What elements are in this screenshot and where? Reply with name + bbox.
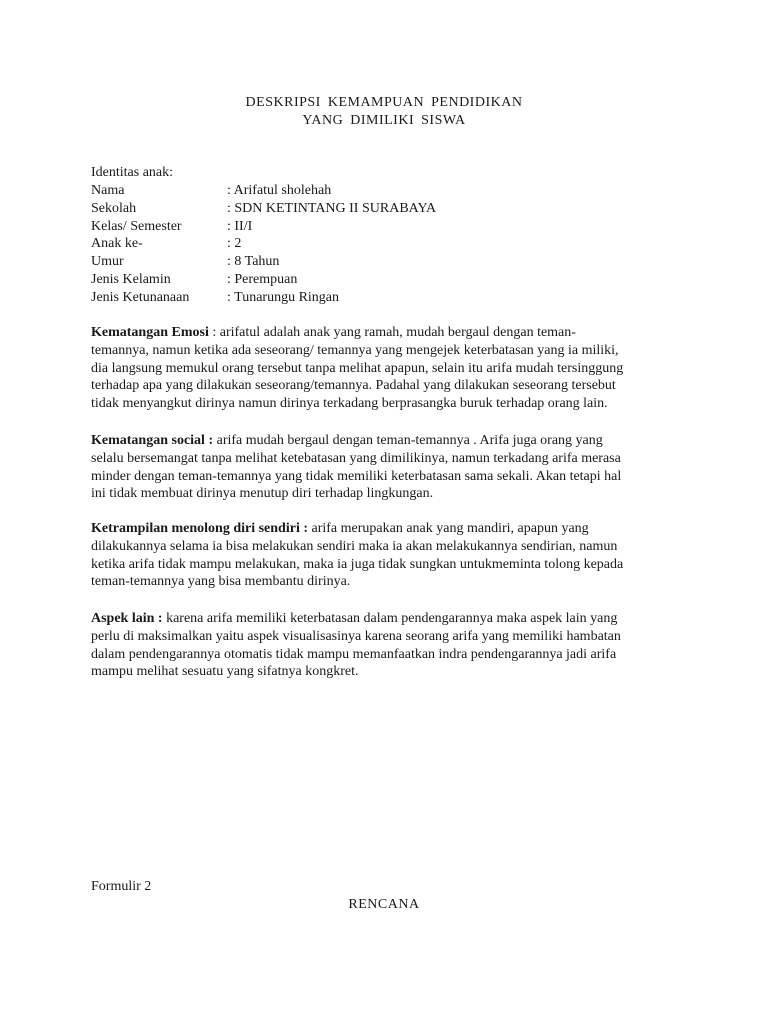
identitas-value: : SDN KETINTANG II SURABAYA [227,200,437,216]
section-line: dilakukannya selama ia bisa melakukan sendiri maka ia akan melakukannya sendirian, namun [91,538,618,554]
section-line: terhadap apa yang dilakukan seseorang/temannya. Padahal yang dilakukan seseorang tersebut [91,378,616,394]
section-text: karena arifa memiliki keterbatasan dalam pendengarannya maka aspek lain yang [162,611,618,626]
section-first-line [91,324,671,342]
section-line: ini tidak membuat dirinya menutup diri terhadap lingkungan. [91,486,434,502]
section-text: : arifatul adalah anak yang ramah, mudah bergaul dengan teman- [208,325,576,340]
section-line: perlu di maksimalkan yaitu aspek visualisasinya karena seorang arifa yang memiliki hambatan [91,628,621,644]
section-first-line [91,610,671,628]
identitas-label: Sekolah [91,200,137,216]
identitas-row-anak-ke [91,235,691,253]
identitas-heading: Identitas anak: [91,165,174,180]
identitas-row-jenis-ketunanaan [91,289,691,307]
identitas-row-sekolah [91,200,691,218]
identitas-value: : II/I [227,218,253,234]
identitas-section [91,164,691,307]
section-line: ketika arifa tidak mampu melakukan, maka ia juga tidak sungkan untukmeminta tolong kepada [91,556,624,572]
section-ketrampilan-menolong-diri [91,520,671,591]
section-heading: Ketrampilan menolong diri sendiri : [91,521,308,536]
identitas-label: Nama [91,183,125,198]
section-line: temannya, namun ketika ada seseorang/ temannya yang mengejek keterbatasan yang ia miliki, [91,342,619,358]
section-line: mampu melihat sesuatu yang sifatnya kongkret. [91,664,359,680]
section-line: minder dengan teman-temannya yang tidak memiliki keterbatasan sama sekali. Akan tetapi hal [91,468,622,484]
identitas-label: Jenis Ketunanaan [91,289,190,305]
section-line: dalam pendengarannya otomatis tidak mampu memanfaatkan indra pendengarannya jadi arifa [91,646,617,662]
section-line: tidak menyangkut dirinya namun dirinya terkadang berprasangka buruk terhadap orang lain. [91,396,608,412]
document-title-line-1: DESKRIPSI KEMAMPUAN PENDIDIKAN [245,95,523,110]
section-heading: Kematangan Emosi [91,325,209,340]
identitas-value: : Perempuan [227,271,298,287]
document-title-line-2: YANG DIMILIKI SISWA [302,113,466,128]
section-heading: Kematangan social : [91,433,214,448]
section-text: arifa merupakan anak yang mandiri, apapun yang [308,521,589,536]
identitas-value: : Arifatul sholehah [227,183,332,198]
section-first-line [91,520,671,538]
identitas-value: : 8 Tahun [227,254,280,270]
identitas-row-kelas [91,218,691,236]
section-aspek-lain [91,610,671,681]
section-kematangan-social [91,432,671,503]
section-kematangan-emosi [91,324,671,413]
section-line: teman-temannya yang bisa membantu dirinya. [91,574,351,590]
rencana-heading: RENCANA [348,897,420,912]
identitas-row-jenis-kelamin [91,271,691,289]
identitas-row-umur [91,253,691,271]
identitas-row-nama [91,182,691,200]
section-first-line [91,432,671,450]
section-line: dia langsung memukul orang tersebut tanpa melihat apapun, selain itu arifa mudah tersinggung [91,360,624,376]
identitas-value: : 2 [227,236,242,252]
identitas-label: Umur [91,254,124,270]
section-line: selalu bersemangat tanpa melihat ketebatasan yang dimilikinya, namun terkadang arifa merasa [91,450,621,466]
identitas-value: : Tunarungu Ringan [227,289,340,305]
section-heading: Aspek lain : [91,611,163,626]
identitas-label: Kelas/ Semester [91,218,182,234]
section-text: arifa mudah bergaul dengan teman-temannya . Arifa juga orang yang [213,433,603,448]
identitas-label: Jenis Kelamin [91,271,171,287]
formulir-label: Formulir 2 [91,879,152,894]
identitas-label: Anak ke- [91,236,143,252]
